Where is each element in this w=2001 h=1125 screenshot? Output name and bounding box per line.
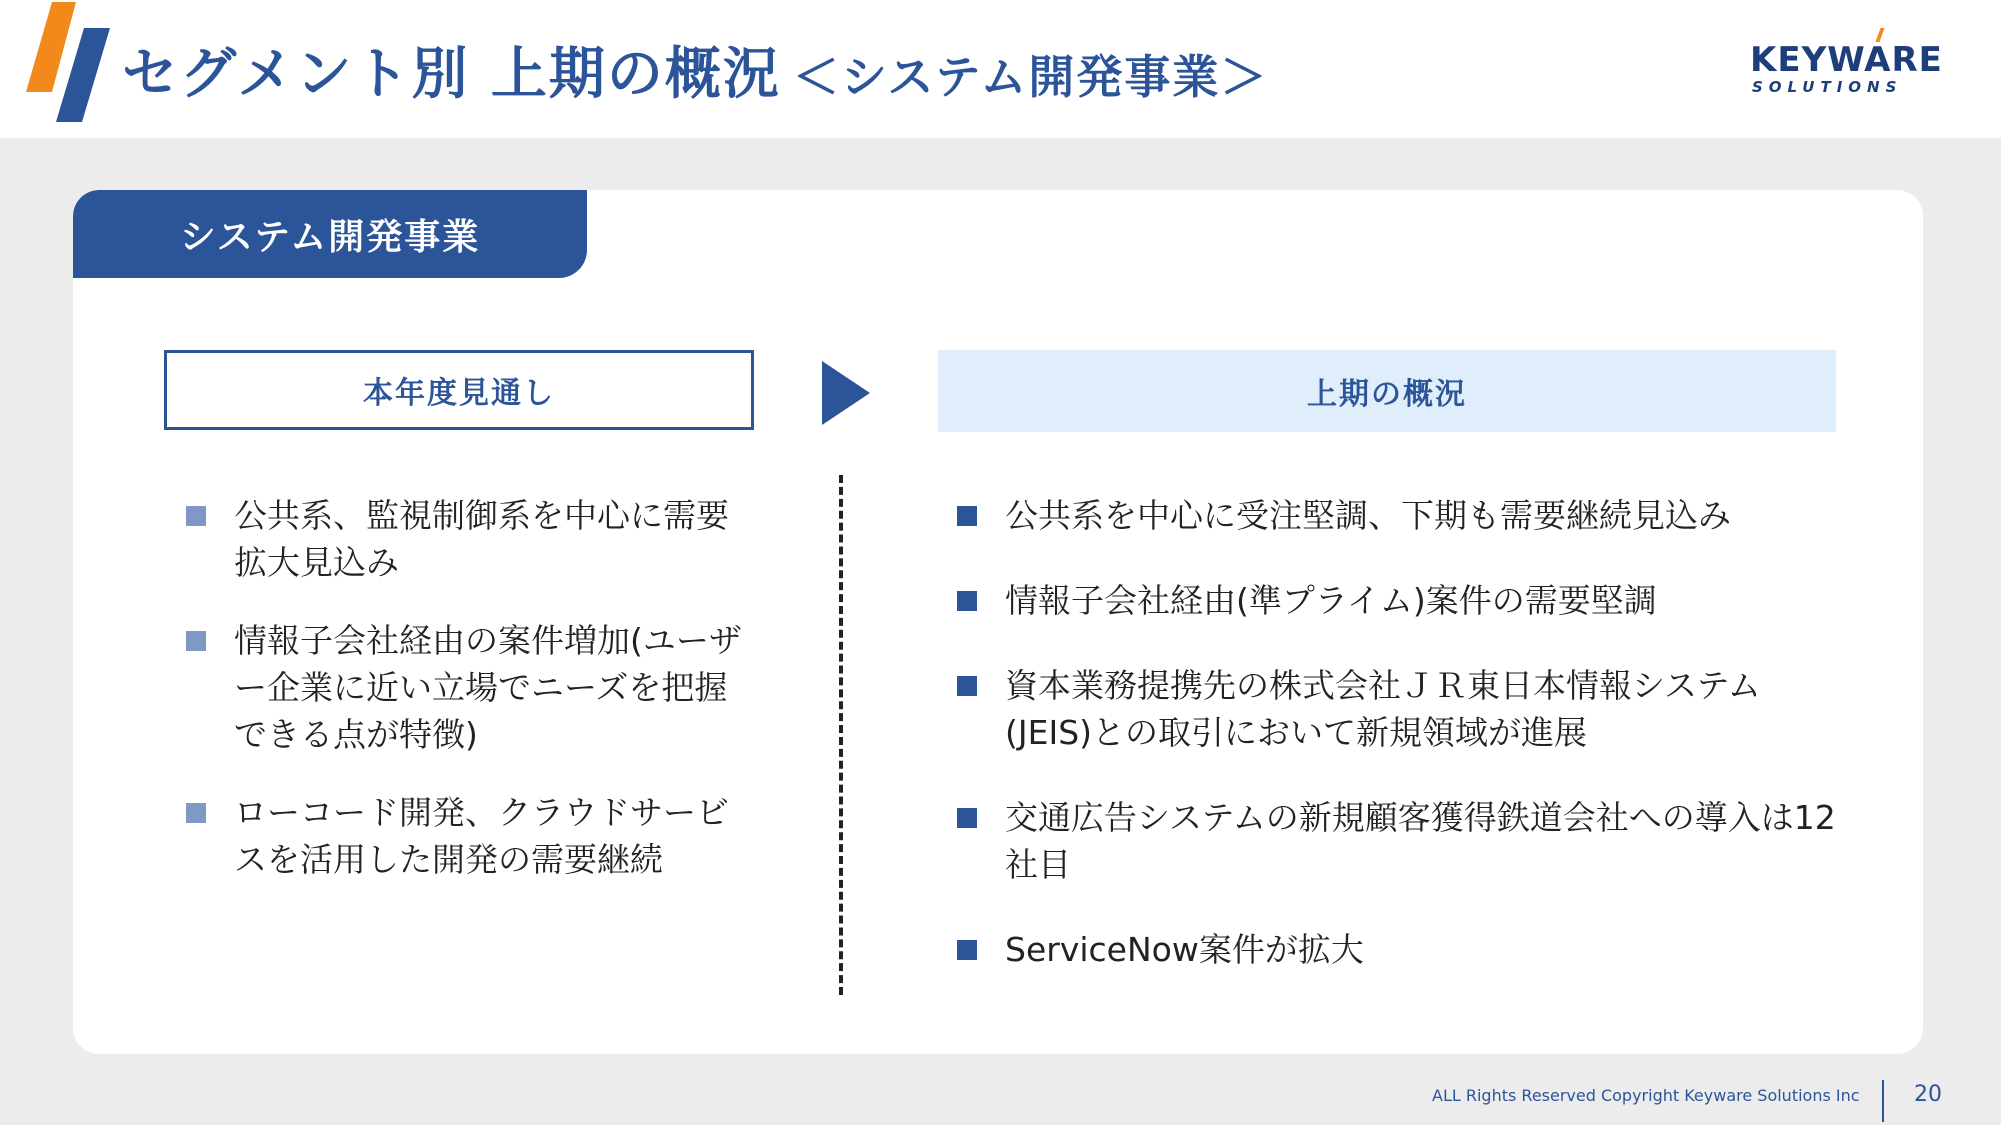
list-item xyxy=(957,662,1837,756)
content-card xyxy=(73,190,1923,1054)
overview-heading-box: 上期の概況 xyxy=(938,350,1836,432)
forecast-list xyxy=(186,492,746,914)
page-title-main: セグメント別 上期の概況 xyxy=(122,42,781,107)
square-bullet-icon xyxy=(957,808,977,828)
list-item xyxy=(186,492,746,586)
list-item-text: ローコード開発、クラウドサービスを活用した開発の需要継続 xyxy=(234,793,729,879)
square-bullet-icon xyxy=(957,506,977,526)
logo-wordmark: KEYWARE xyxy=(1750,40,1943,80)
page-title-sub: ＜システム開発事業＞ xyxy=(792,50,1269,104)
list-item-text: 公共系を中心に受注堅調、下期も需要継続見込み xyxy=(1005,496,1731,535)
page-title xyxy=(122,30,1268,110)
list-item xyxy=(186,789,746,883)
section-tab: システム開発事業 xyxy=(73,190,587,278)
logo-subtext: SOLUTIONS xyxy=(1752,78,1903,96)
list-item xyxy=(957,577,1837,624)
list-item-text: ServiceNow案件が拡大 xyxy=(1005,930,1364,969)
forecast-heading-box: 本年度見通し xyxy=(164,350,754,430)
list-item-text: 資本業務提携先の株式会社ＪＲ東日本情報システム(JEIS)との取引において新規領域が進展 xyxy=(1005,666,1761,752)
list-item xyxy=(957,794,1837,888)
square-bullet-icon xyxy=(957,940,977,960)
list-item xyxy=(957,926,1837,973)
overview-list xyxy=(957,492,1837,1011)
brand-slash-icon xyxy=(22,0,112,130)
list-item-text: 情報子会社経由の案件増加(ユーザー企業に近い立場でニーズを把握できる点が特徴) xyxy=(234,621,742,754)
copyright-notice: ALL Rights Reserved Copyright Keyware Solutions Inc xyxy=(1432,1086,1860,1105)
list-item xyxy=(186,617,746,758)
list-item-text: 交通広告システムの新規顧客獲得鉄道会社への導入は12社目 xyxy=(1005,798,1836,884)
list-item xyxy=(957,492,1837,539)
list-item-text: 情報子会社経由(準プライム)案件の需要堅調 xyxy=(1005,581,1657,620)
square-bullet-icon xyxy=(957,591,977,611)
dashed-divider xyxy=(839,475,843,995)
company-logo xyxy=(1750,36,1960,100)
slide-header xyxy=(0,0,2001,138)
square-bullet-icon xyxy=(957,676,977,696)
footer-divider xyxy=(1882,1080,1884,1122)
page-number: 20 xyxy=(1914,1082,1942,1107)
arrow-right-icon xyxy=(822,361,870,425)
list-item-text: 公共系、監視制御系を中心に需要拡大見込み xyxy=(234,496,729,582)
square-bullet-icon xyxy=(186,506,206,526)
square-bullet-icon xyxy=(186,803,206,823)
square-bullet-icon xyxy=(186,631,206,651)
